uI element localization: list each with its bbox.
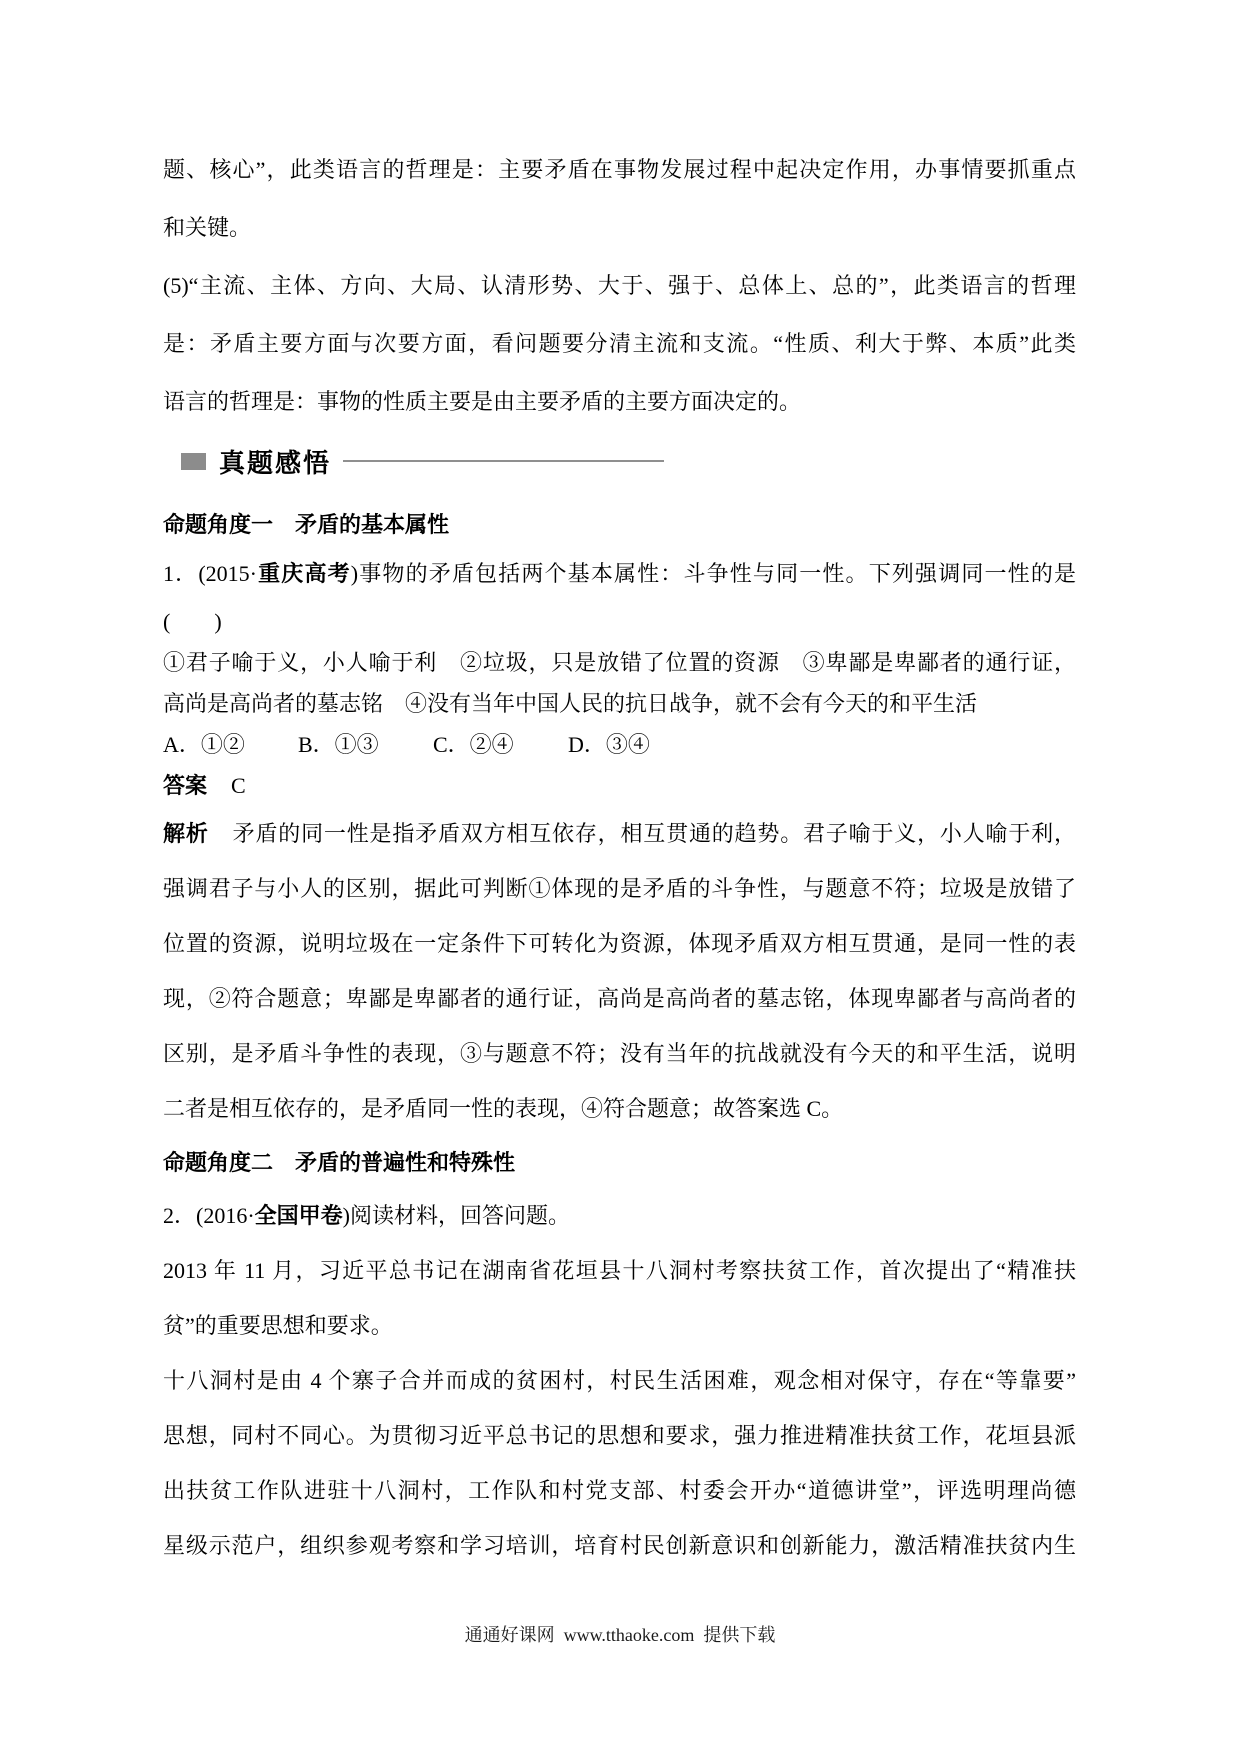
body-line: (5)“主流、主体、方向、大局、认清形势、大于、强于、总体上、总的”，此类语言的哲理 xyxy=(163,273,1076,298)
q2-stem-prefix: 2．(2016· xyxy=(163,1203,255,1228)
q2-stem-line xyxy=(163,1188,1076,1243)
question-2 xyxy=(163,1188,1076,1573)
q1-stem-source: 重庆高考 xyxy=(256,561,351,586)
analysis-line: 位置的资源，说明垃圾在一定条件下可转化为资源，体现矛盾双方相互贯通，是同一性的表 xyxy=(163,931,1076,956)
footer-watermark: 通通好课网 www.tthaoke.com 提供下载 xyxy=(464,1625,776,1645)
q1-answer-brackets: ( ) xyxy=(163,609,222,634)
analysis-line: 现，②符合题意；卑鄙是卑鄙者的通行证，高尚是高尚者的墓志铭，体现卑鄙者与高尚者的 xyxy=(163,986,1076,1011)
section-bullet-icon xyxy=(181,453,206,470)
q1-items-line: ①君子喻于义，小人喻于利 ②垃圾，只是放错了位置的资源 ③卑鄙是卑鄙者的通行证， xyxy=(163,650,1076,675)
q2-para-line: 贫”的重要思想和要求。 xyxy=(163,1313,393,1338)
analysis-label: 解析 xyxy=(163,821,209,846)
option-c: C．②④ xyxy=(433,732,514,757)
section-title: 真题感悟 xyxy=(219,447,332,478)
q1-stem-prefix: 1．(2015· xyxy=(163,561,257,586)
section-header-zhenti-ganwu xyxy=(163,439,1076,483)
q1-items-line: 高尚是高尚者的墓志铭 ④没有当年中国人民的抗日战争，就不会有今天的和平生活 xyxy=(163,691,978,716)
section-rule xyxy=(343,460,664,462)
analysis-text: 矛盾的同一性是指矛盾双方相互依存，相互贯通的趋势。君子喻于义，小人喻于利， xyxy=(232,821,1076,846)
q2-para-line: 星级示范户，组织参观考察和学习培训，培育村民创新意识和创新能力，激活精准扶贫内生 xyxy=(163,1533,1076,1558)
intro-paragraph xyxy=(163,141,1076,431)
q2-para-line: 2013 年 11 月，习近平总书记在湖南省花垣县十八洞村考察扶贫工作，首次提出了“精准扶 xyxy=(163,1258,1076,1283)
q2-stem-source: 全国甲卷 xyxy=(254,1203,343,1228)
q2-material-para2 xyxy=(163,1353,1076,1573)
body-line: 和关键。 xyxy=(163,215,252,240)
option-a: A．①② xyxy=(163,732,245,757)
angle2-heading: 命题角度二 矛盾的普遍性和特殊性 xyxy=(163,1150,516,1175)
q1-stem-rest: )事物的矛盾包括两个基本属性：斗争性与同一性。下列强调同一性的是 xyxy=(350,561,1076,586)
option-d: D．③④ xyxy=(568,732,650,757)
q2-stem-rest: )阅读材料，回答问题。 xyxy=(342,1203,570,1228)
analysis-line xyxy=(163,806,1076,861)
q2-para-line: 十八洞村是由 4 个寨子合并而成的贫困村，村民生活困难，观念相对保守，存在“等靠要” xyxy=(163,1368,1076,1393)
body-line: 题、核心”，此类语言的哲理是：主要矛盾在事物发展过程中起决定作用，办事情要抓重点 xyxy=(163,157,1076,182)
question-1 xyxy=(163,546,1076,1136)
q2-material-para1 xyxy=(163,1243,1076,1353)
body-line: 是：矛盾主要方面与次要方面，看问题要分清主流和支流。“性质、利大于弊、本质”此类 xyxy=(163,331,1076,356)
q2-para-line: 思想，同村不同心。为贯彻习近平总书记的思想和要求，强力推进精准扶贫工作，花垣县派 xyxy=(163,1423,1076,1448)
analysis-line: 区别，是矛盾斗争性的表现，③与题意不符；没有当年的抗战就没有今天的和平生活，说明 xyxy=(163,1041,1076,1066)
page-content xyxy=(163,141,1076,1573)
q1-stem-line xyxy=(163,546,1076,601)
q1-answer-line xyxy=(163,765,1076,806)
body-line: 语言的哲理是：事物的性质主要是由主要矛盾的主要方面决定的。 xyxy=(163,389,802,414)
analysis-line: 强调君子与小人的区别，据此可判断①体现的是矛盾的斗争性，与题意不符；垃圾是放错了 xyxy=(163,876,1076,901)
q1-options-row xyxy=(163,724,1076,765)
answer-label: 答案 xyxy=(163,773,208,798)
q1-analysis xyxy=(163,806,1076,1136)
option-b: B．①③ xyxy=(298,732,379,757)
q2-para-line: 出扶贫工作队进驻十八洞村，工作队和村党支部、村委会开办“道德讲堂”，评选明理尚德 xyxy=(163,1478,1076,1503)
answer-value: C xyxy=(231,773,246,798)
analysis-line: 二者是相互依存的，是矛盾同一性的表现，④符合题意；故答案选 C。 xyxy=(163,1096,844,1121)
angle1-heading: 命题角度一 矛盾的基本属性 xyxy=(163,512,450,537)
